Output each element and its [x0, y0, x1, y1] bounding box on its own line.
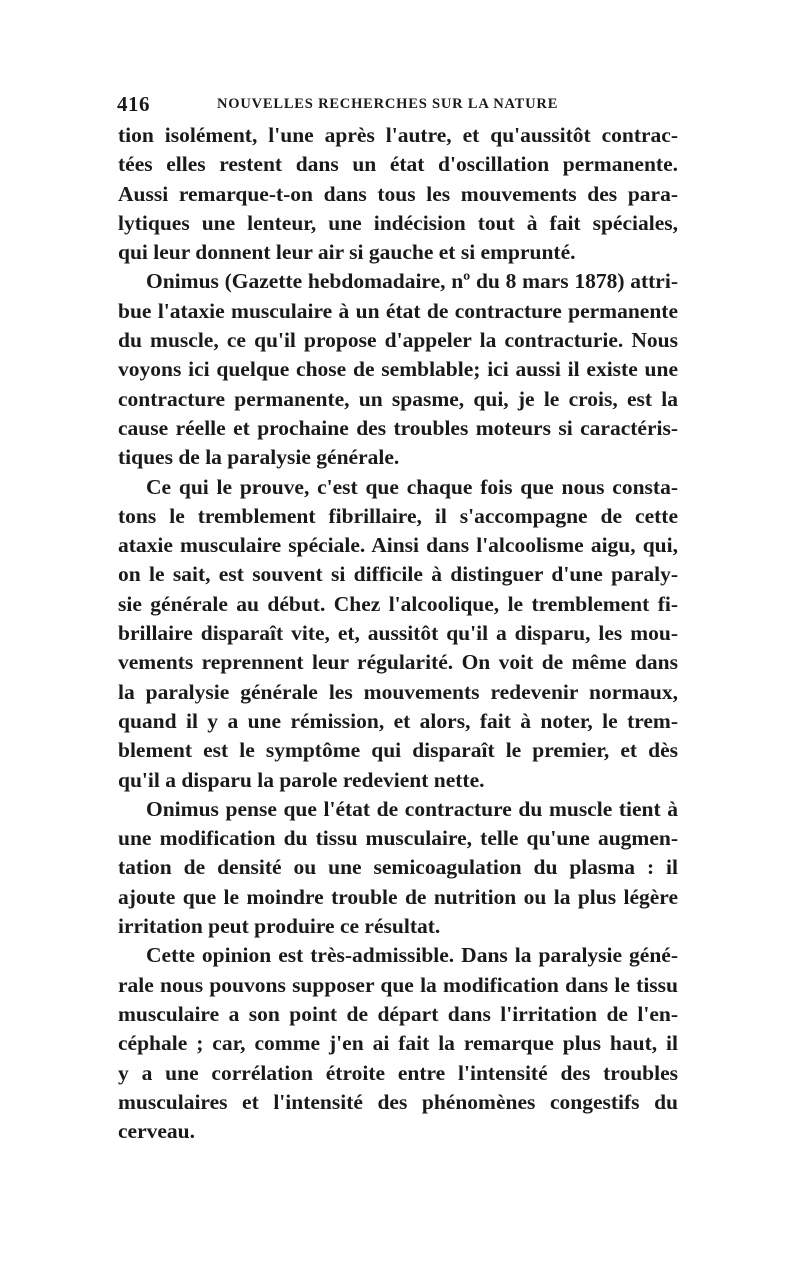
text-line: musculaire a son point de départ dans l'irritation de l'en- [118, 1001, 678, 1026]
body-text [118, 121, 678, 1146]
text-line: Onimus (Gazette hebdomadaire, nº du 8 mars 1878) attri- [146, 269, 678, 294]
text-line: irritation peut produire ce résultat. [118, 914, 441, 939]
text-line: vements reprennent leur régularité. On voit de même dans [118, 650, 678, 675]
text-line: du muscle, ce qu'il propose d'appeler la contracturie. Nous [118, 328, 678, 353]
text-line: cause réelle et prochaine des troubles moteurs si caractéris- [118, 415, 678, 440]
text-line: céphale ; car, comme j'en ai fait la remarque plus haut, il [118, 1031, 678, 1056]
text-line: lytiques une lenteur, une indécision tout à fait spéciales, [118, 210, 678, 235]
text-line: tées elles restent dans un état d'oscillation permanente. [118, 152, 678, 177]
text-line: Cette opinion est très-admissible. Dans la paralysie géné- [146, 943, 678, 968]
text-line: tiques de la paralysie générale. [118, 445, 400, 470]
text-line: on le sait, est souvent si difficile à distinguer d'une paraly- [118, 562, 678, 587]
running-head [117, 92, 677, 122]
text-line: blement est le symptôme qui disparaît le premier, et dès [118, 738, 678, 763]
text-line: ataxie musculaire spéciale. Ainsi dans l'alcoolisme aigu, qui, [118, 533, 678, 558]
text-line: Onimus pense que l'état de contracture du muscle tient à [146, 796, 678, 821]
text-line: brillaire disparaît vite, et, aussitôt qu'il a disparu, les mou- [118, 621, 678, 646]
running-title: NOUVELLES RECHERCHES SUR LA NATURE [217, 96, 559, 112]
text-line: y a une corrélation étroite entre l'intensité des troubles [118, 1060, 678, 1085]
text-line: une modification du tissu musculaire, telle qu'une augmen- [118, 826, 678, 851]
text-line: rale nous pouvons supposer que la modification dans le tissu [118, 972, 678, 997]
text-line: qu'il a disparu la parole redevient nette. [118, 767, 485, 792]
text-line: qui leur donnent leur air si gauche et si emprunté. [118, 240, 576, 265]
text-line: tons le tremblement fibrillaire, il s'accompagne de cette [118, 503, 678, 528]
page-number: 416 [117, 92, 150, 116]
text-line: quand il y a une rémission, et alors, fait à noter, le trem- [118, 708, 678, 733]
text-line: contracture permanente, un spasme, qui, je le crois, est la [118, 386, 678, 411]
text-line: tion isolément, l'une après l'autre, et qu'aussitôt contrac- [118, 123, 678, 147]
text-line: la paralysie générale les mouvements redevenir normaux, [118, 679, 678, 704]
text-line: cerveau. [118, 1119, 196, 1144]
text-line: voyons ici quelque chose de semblable; ici aussi il existe une [118, 357, 678, 382]
text-line: tation de densité ou une semicoagulation du plasma : il [118, 855, 678, 880]
text-line: musculaires et l'intensité des phénomènes congestifs du [118, 1089, 678, 1114]
text-line: ajoute que le moindre trouble de nutrition ou la plus légère [118, 884, 678, 909]
text-line: bue l'ataxie musculaire à un état de contracture permanente [118, 298, 678, 323]
text-line: Ce qui le prouve, c'est que chaque fois que nous consta- [146, 474, 678, 499]
text-line: sie générale au début. Chez l'alcoolique, le tremblement fi- [118, 591, 678, 616]
text-line: Aussi remarque-t-on dans tous les mouvements des para- [118, 181, 678, 206]
